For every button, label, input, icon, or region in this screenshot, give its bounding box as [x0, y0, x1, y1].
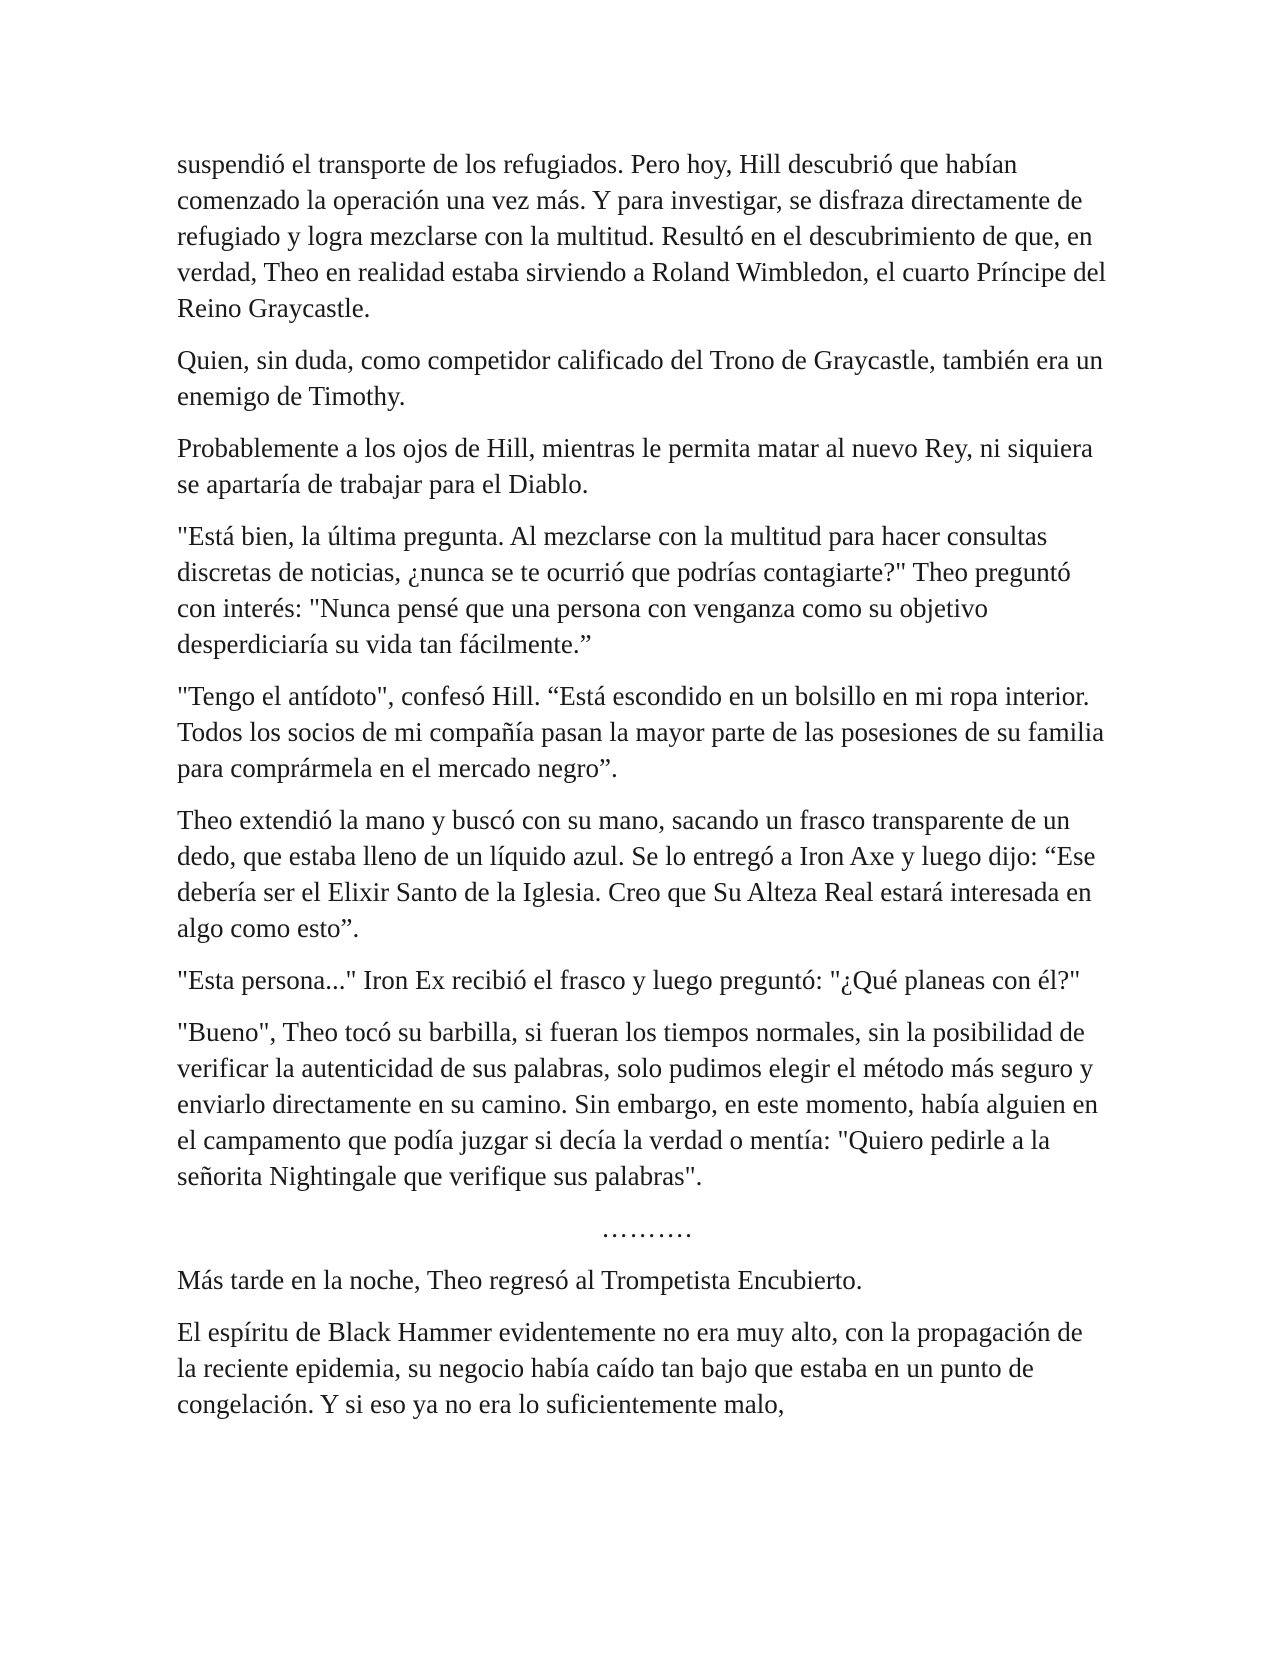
paragraph: El espíritu de Black Hammer evidentemente no era muy alto, con la propagación de la reciente epidemia, su negocio había caído tan bajo que estaba en un punto de congelación. Y si eso ya no era lo suficientemente malo, — [177, 1317, 1083, 1419]
paragraph: "Esta persona..." Iron Ex recibió el frasco y luego preguntó: "¿Qué planeas con él?" — [177, 965, 1081, 995]
scene-separator: ………. — [601, 1213, 693, 1243]
paragraph: Probablemente a los ojos de Hill, mientras le permita matar al nuevo Rey, ni siquiera se apartaría de trabajar para el Diablo. — [177, 433, 1093, 499]
paragraph: Más tarde en la noche, Theo regresó al Trompetista Encubierto. — [177, 1265, 863, 1295]
paragraph: Theo extendió la mano y buscó con su mano, sacando un frasco transparente de un dedo, que estaba lleno de un líquido azul. Se lo entregó a Iron Axe y luego dijo: “Ese debería ser el Elixir Santo de la Iglesia. Creo que Su Alteza Real estará interesada en algo como esto”. — [177, 805, 1096, 943]
paragraph: Quien, sin duda, como competidor calificado del Trono de Graycastle, también era un enemigo de Timothy. — [177, 345, 1103, 411]
paragraph: "Tengo el antídoto", confesó Hill. “Está escondido en un bolsillo en mi ropa interior. Todos los socios de mi compañía pasan la mayor parte de las posesiones de su familia para comprármela en el mercado negro”. — [177, 681, 1105, 783]
paragraph: "Bueno", Theo tocó su barbilla, si fueran los tiempos normales, sin la posibilidad de verificar la autenticidad de sus palabras, solo pudimos elegir el método más seguro y enviarlo directamente en su camino. Sin embargo, en este momento, había alguien en el campamento que podía juzgar si decía la verdad o mentía: "Quiero pedirle a la señorita Nightingale que verifique sus palabras". — [177, 1017, 1098, 1191]
document-body — [177, 146, 1107, 1438]
paragraph: "Está bien, la última pregunta. Al mezclarse con la multitud para hacer consultas discretas de noticias, ¿nunca se te ocurrió que podrías contagiarte?" Theo preguntó con interés: "Nunca pensé que una persona con venganza como su objetivo desperdiciaría su vida tan fácilmente.” — [177, 521, 1071, 659]
paragraph: suspendió el transporte de los refugiados. Pero hoy, Hill descubrió que habían comenzado la operación una vez más. Y para investigar, se disfraza directamente de refugiado y logra mezclarse con la multitud. Resultó en el descubrimiento de que, en verdad, Theo en realidad estaba sirviendo a Roland Wimbledon, el cuarto Príncipe del Reino Graycastle. — [177, 149, 1107, 323]
